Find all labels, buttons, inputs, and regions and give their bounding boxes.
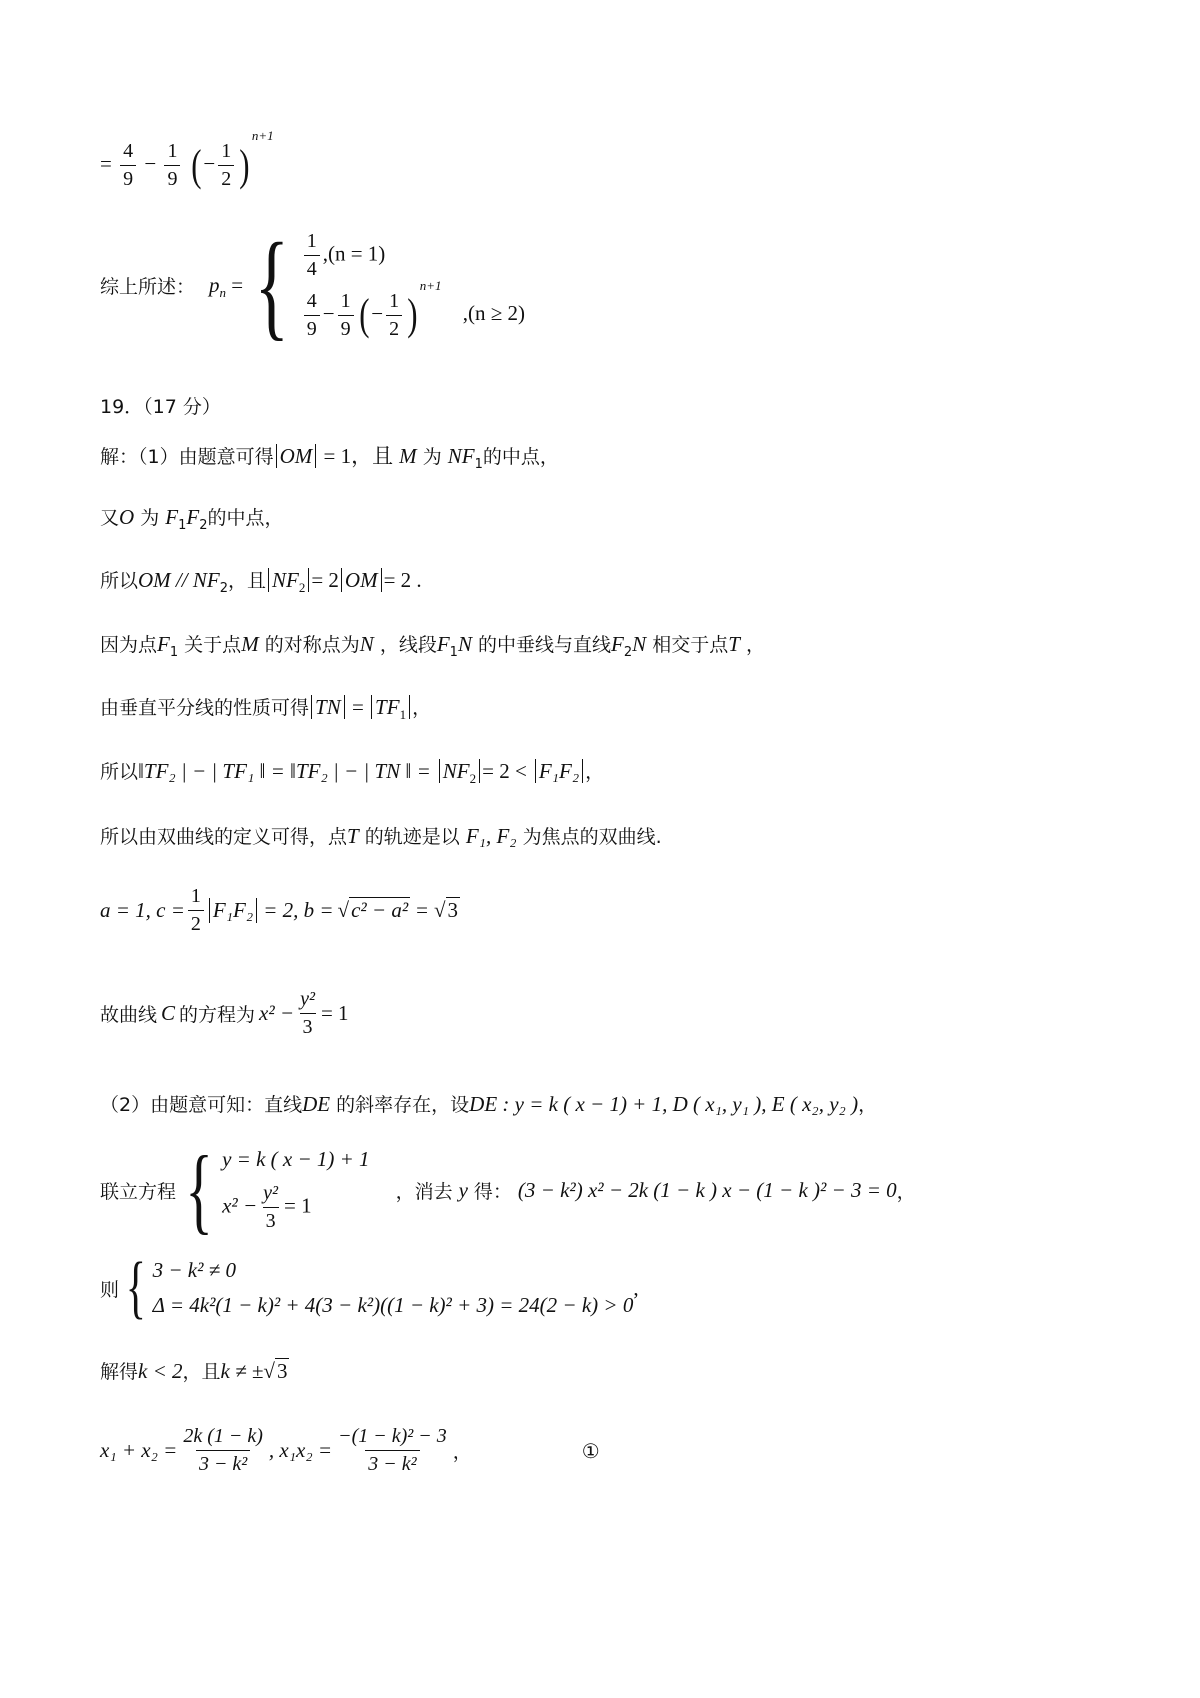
cases-block: { y = k ( x − 1) + 1 x² − $\frac{\text{y²}}{3}$ = 1 — [185, 1136, 370, 1243]
discriminant-system: 则 { 3 − k² ≠ 0 Δ = 4k²(1 − k)² + 4(3 − k²)((1 − k)² + 3) = 24(2 − k) > 0 , — [100, 1249, 639, 1326]
summary-label: 综上所述： — [100, 275, 196, 298]
solution-line-2: 又O 为 $F_1F_2$的中点， — [100, 505, 284, 533]
solution-line-5: 由垂直平分线的性质可得 TN = $TF_1$ ， — [100, 695, 432, 723]
part2-line-1: （2）由题意可知：直线DE 的斜率存在，设DE : y = k ( x − 1) + 1, D ( x₁, y₁ ), E ( x₂, y₂ )， — [100, 1092, 878, 1116]
equals: = — [100, 151, 112, 176]
solution-line-4: 因为点$F_1$ 关于点M 的对称点为N ，线段$F_1N$ 的中垂线与直线$F_2N$ 相交于点T ， — [100, 632, 765, 660]
cases-block: { $\frac{1}{4}$ ,(n = 1) $\frac{4}{9}$ − $\frac{1}{9}$ ( − $\frac{1}{2}$ )$^{n+1}$ ,(n ≥ 2) — [254, 218, 526, 351]
solution-line-6: 所以‖TF₂ | − | TF₁ ‖ = ‖TF₂ | − | TN ‖ = $NF_2 = 2 < F_1F_2$ ， — [100, 759, 605, 787]
fraction: $\frac{1}{2}$ — [218, 140, 234, 191]
vieta-line: x₁ + x₂ = $\frac{2k (1 - k)}{\text{3 − k²}}$ , x₁x₂ = $\frac{\text{−(1 − k)² − 3}}{\text{3 − k²}}$ ， ① — [100, 1425, 600, 1475]
solution-line-3: 所以OM // $NF_2$，且 $NF_2 = 2$ OM = 2 . — [100, 568, 422, 596]
solution-line-7: 所以由双曲线的定义可得，点T 的轨迹是以 F₁, F₂ 为焦点的双曲线. — [100, 824, 662, 848]
question-heading: 19．（17 分） — [100, 396, 221, 418]
exponent: n+1 — [251, 128, 274, 144]
equation-line-1: = $\frac{4}{9}$ − $\frac{1}{9}$ ( − $\frac{1}{2}$ )$^{n+1}$ — [100, 128, 274, 190]
part2-system: 联立方程 { y = k ( x − 1) + 1 x² − $\frac{\text{y²}}{3}$ = 1 ，消去 y 得： (3 − k²) x² − 2k (1 − k ) x − (1 − k )² − 3 = 0 ， — [100, 1136, 916, 1243]
equation-tag: ① — [581, 1438, 600, 1463]
cases-block: { 3 − k² ≠ 0 Δ = 4k²(1 − k)² + 4(3 − k²)((1 − k)² + 3) = 24(2 − k) > 0 — [125, 1249, 634, 1326]
piecewise-summary: 综上所述： $p_n$ = { $\frac{1}{4}$ ,(n = 1) $\frac{4}{9}$ − $\frac{1}{9}$ ( − $\frac{1}{2}$ )$^{n+1}$ ,(n ≥ 2) — [100, 218, 526, 351]
fraction: $\frac{1}{9}$ — [164, 140, 180, 191]
parameter-equation: a = 1, c = $\frac{1}{2}$ F₁F₂ = 2, b = √ c² − a² = √ 3 — [100, 885, 459, 935]
fraction: $\frac{4}{9}$ — [120, 140, 136, 191]
curve-equation-line: 故曲线 C 的方程为 x² − $\frac{\text{y²}}{3}$ = 1 — [100, 988, 349, 1038]
solution-range: 解得k < 2，且k ≠ ±√3 — [100, 1359, 288, 1383]
solution-line-1: 解：（1）由题意可得 OM = 1，且 M 为 $NF_1$的中点， — [100, 444, 559, 472]
